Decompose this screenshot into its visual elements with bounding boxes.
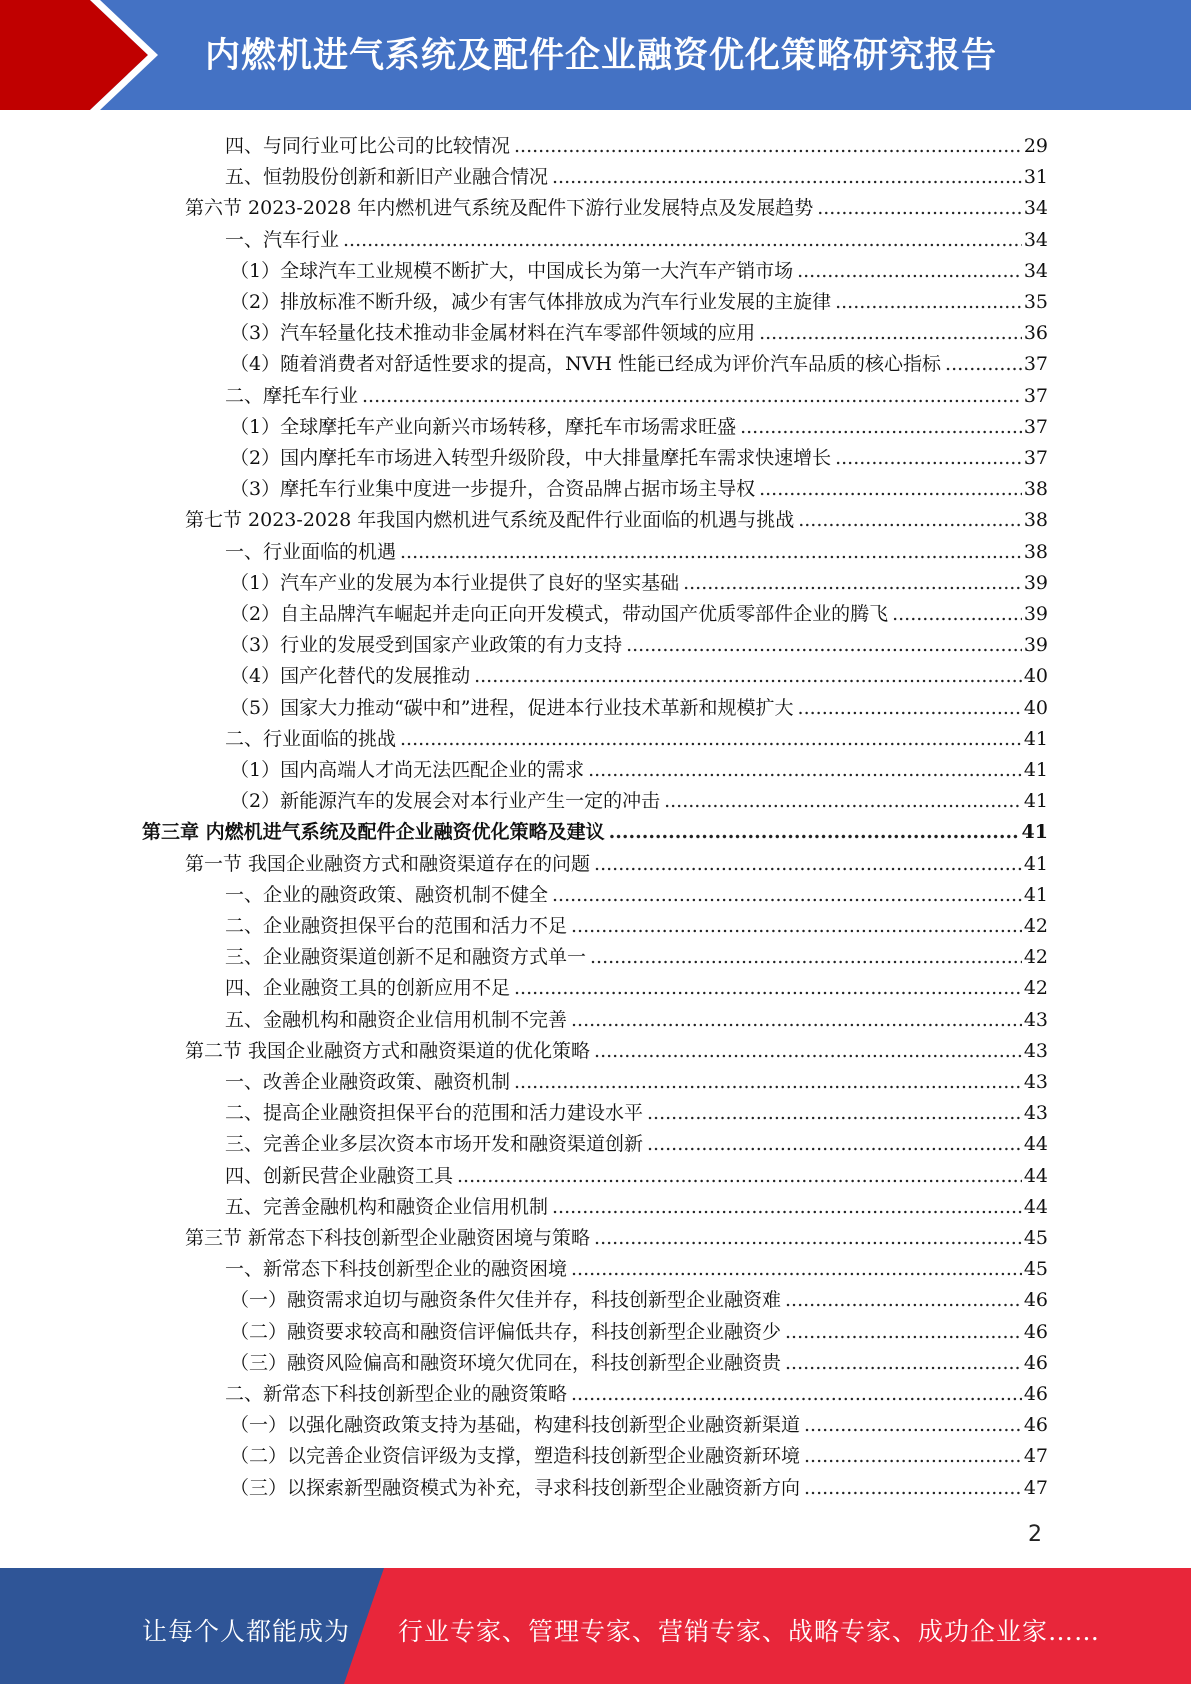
toc-entry[interactable] (230, 252, 1048, 283)
toc-leader-dots (594, 852, 1022, 876)
toc-leader-dots (817, 196, 1022, 220)
toc-entry[interactable] (230, 1406, 1048, 1437)
toc-entry-page: 39 (1023, 571, 1048, 594)
toc-entry-title: 一、行业面临的机遇 (225, 540, 397, 563)
toc-entry-title: （三）融资风险偏高和融资环境欠优同在，科技创新型企业融资贵 (230, 1351, 782, 1374)
toc-entry[interactable] (225, 158, 1048, 189)
toc-leader-dots (804, 1444, 1022, 1468)
toc-leader-dots (785, 1351, 1022, 1375)
toc-entry[interactable] (230, 751, 1048, 782)
toc-entry-title: 二、新常态下科技创新型企业的融资策略 (225, 1383, 568, 1405)
toc-entry-title: 一、汽车行业 (225, 228, 340, 251)
toc-entry[interactable] (230, 782, 1048, 813)
toc-entry-page: 31 (1023, 166, 1048, 189)
toc-entry-title: 五、完善金融机构和融资企业信用机制 (225, 1195, 549, 1218)
toc-entry-page: 44 (1023, 1164, 1048, 1187)
toc-leader-dots (552, 883, 1022, 907)
toc-entry-title: （4）随着消费者对舒适性要求的提高，NVH 性能已经成为评价汽车品质的核心指标 (230, 353, 942, 376)
toc-entry-page: 43 (1023, 1071, 1048, 1093)
toc-entry[interactable] (225, 1063, 1048, 1094)
toc-leader-dots (514, 1070, 1022, 1094)
toc-entry-title: 一、企业的融资政策、融资机制不健全 (225, 883, 549, 906)
toc-entry-title: （三）以探索新型融资模式为补充，寻求科技创新型企业融资新方向 (230, 1476, 801, 1499)
toc-leader-dots (647, 1101, 1022, 1125)
toc-entry[interactable] (230, 283, 1048, 314)
toc-entry[interactable] (225, 907, 1048, 938)
toc-entry-page: 37 (1023, 353, 1048, 376)
toc-leader-dots (552, 165, 1022, 189)
toc-leader-dots (571, 914, 1022, 938)
toc-entry-title: （3）行业的发展受到国家产业政策的有力支持 (230, 634, 623, 657)
toc-entry-title: 二、摩托车行业 (225, 384, 359, 407)
toc-entry[interactable] (230, 1281, 1048, 1312)
toc-entry[interactable] (230, 1313, 1048, 1344)
toc-entry-title: （5）国家大力推动“碳中和”进程，促进本行业技术革新和规模扩大 (230, 696, 794, 719)
toc-entry-page: 41 (1023, 852, 1048, 875)
toc-entry-page: 43 (1023, 1102, 1048, 1125)
toc-entry[interactable] (185, 501, 1048, 532)
toc-entry-page: 44 (1023, 1195, 1048, 1218)
toc-entry-title: 四、创新民营企业融资工具 (225, 1164, 454, 1187)
toc-entry-page: 35 (1023, 291, 1048, 313)
toc-entry-page: 29 (1023, 135, 1048, 157)
toc-entry-title: （一）以强化融资政策支持为基础，构建科技创新型企业融资新渠道 (230, 1414, 801, 1437)
toc-entry-page: 43 (1023, 1008, 1048, 1031)
toc-entry-title: （2）国内摩托车市场进入转型升级阶段，中大排量摩托车需求快速增长 (230, 447, 832, 469)
toc-entry-page: 34 (1023, 197, 1048, 220)
toc-leader-dots (514, 976, 1022, 1000)
toc-entry-page: 40 (1023, 696, 1048, 719)
toc-leader-dots (664, 789, 1022, 813)
toc-entry[interactable] (185, 1032, 1048, 1063)
toc-leader-dots (835, 290, 1022, 314)
toc-entry[interactable] (225, 876, 1048, 907)
toc-entry[interactable] (225, 1375, 1048, 1406)
toc-entry[interactable] (230, 626, 1048, 657)
toc-leader-dots (594, 1039, 1022, 1063)
toc-leader-dots (362, 384, 1022, 408)
toc-entry-page: 47 (1023, 1476, 1048, 1499)
toc-leader-dots (474, 664, 1022, 688)
toc-leader-dots (804, 1413, 1022, 1437)
toc-leader-dots (892, 602, 1022, 626)
toc-entry[interactable] (225, 1250, 1048, 1281)
toc-entry[interactable] (225, 1188, 1048, 1219)
toc-entry-title: 三、企业融资渠道创新不足和融资方式单一 (225, 946, 587, 969)
toc-leader-dots (588, 758, 1022, 782)
toc-entry[interactable] (185, 189, 1048, 220)
toc-entry-page: 44 (1023, 1133, 1048, 1156)
toc-leader-dots (785, 1288, 1022, 1312)
toc-entry-title: （1）国内高端人才尚无法匹配企业的需求 (230, 759, 585, 781)
toc-entry-title: 一、改善企业融资政策、融资机制 (225, 1071, 511, 1093)
toc-entry-page: 43 (1023, 1039, 1048, 1062)
toc-leader-dots (740, 415, 1022, 439)
toc-entry[interactable] (230, 657, 1048, 688)
toc-entry-title: 第一节 我国企业融资方式和融资渠道存在的问题 (185, 852, 591, 875)
toc-entry[interactable] (230, 1344, 1048, 1375)
toc-entry-page: 38 (1023, 509, 1048, 532)
toc-entry-page: 41 (1023, 790, 1048, 813)
toc-entry[interactable] (225, 720, 1048, 751)
toc-entry-page: 41 (1023, 883, 1048, 906)
toc-leader-dots (798, 696, 1022, 720)
toc-entry-page: 46 (1023, 1289, 1048, 1312)
toc-entry-page: 41 (1023, 759, 1048, 781)
toc-entry-title: 二、企业融资担保平台的范围和活力不足 (225, 915, 568, 937)
toc-entry-title: 二、行业面临的挑战 (225, 727, 397, 750)
toc-entry-page: 37 (1023, 384, 1048, 407)
toc-entry-title: 四、与同行业可比公司的比较情况 (225, 135, 511, 157)
toc-entry-title: 第二节 我国企业融资方式和融资渠道的优化策略 (185, 1039, 591, 1062)
toc-entry[interactable] (230, 689, 1048, 720)
toc-entry-title: （1）全球摩托车产业向新兴市场转移，摩托车市场需求旺盛 (230, 415, 737, 438)
toc-entry-title: 三、完善企业多层次资本市场开发和融资渠道创新 (225, 1133, 644, 1156)
toc-entry[interactable] (225, 377, 1048, 408)
toc-leader-dots (571, 1382, 1022, 1406)
toc-leader-dots (945, 352, 1022, 376)
toc-entry-title: （3）摩托车行业集中度进一步提升，合资品牌占据市场主导权 (230, 478, 756, 501)
toc-entry-page: 45 (1023, 1227, 1048, 1249)
toc-entry-page: 41 (1021, 821, 1048, 844)
toc-entry-title: 四、企业融资工具的创新应用不足 (225, 977, 511, 1000)
toc-entry-page: 45 (1023, 1258, 1048, 1281)
toc-entry-title: （1）全球汽车工业规模不断扩大，中国成长为第一大汽车产销市场 (230, 259, 794, 282)
toc-entry-title: 二、提高企业融资担保平台的范围和活力建设水平 (225, 1102, 644, 1125)
toc-entry[interactable] (225, 969, 1048, 1000)
toc-entry[interactable] (225, 1125, 1048, 1156)
toc-entry-page: 34 (1023, 259, 1048, 282)
toc-entry[interactable] (230, 470, 1048, 501)
toc-entry[interactable] (185, 845, 1048, 876)
toc-entry-page: 39 (1023, 634, 1048, 657)
toc-entry[interactable] (185, 1219, 1048, 1250)
toc-entry[interactable] (230, 1437, 1048, 1468)
toc-entry[interactable] (230, 408, 1048, 439)
toc-leader-dots (400, 540, 1022, 564)
toc-entry-title: （2）自主品牌汽车崛起并走向正向开发模式，带动国产优质零部件企业的腾飞 (230, 603, 889, 625)
toc-entry[interactable] (225, 938, 1048, 969)
footer-slogan-right: 行业专家、管理专家、营销专家、战略专家、成功企业家…… (398, 1617, 1101, 1646)
toc-entry-page: 34 (1023, 228, 1048, 251)
footer-slogan-left: 让每个人都能成为 (142, 1617, 351, 1646)
toc-entry-page: 37 (1023, 447, 1048, 469)
toc-entry-title: 一、新常态下科技创新型企业的融资困境 (225, 1258, 568, 1281)
toc-entry-page: 46 (1023, 1351, 1048, 1374)
toc-entry-page: 38 (1023, 540, 1048, 563)
toc-entry-title: 五、恒勃股份创新和新旧产业融合情况 (225, 166, 549, 189)
toc-entry-title: 第六节 2023-2028 年内燃机进气系统及配件下游行业发展特点及发展趋势 (185, 197, 814, 220)
report-title: 内燃机进气系统及配件企业融资优化策略研究报告 (205, 36, 998, 76)
toc-entry[interactable] (230, 314, 1048, 345)
toc-entry-page: 47 (1023, 1445, 1048, 1468)
toc-leader-dots (594, 1226, 1022, 1250)
toc-leader-dots (798, 508, 1022, 532)
toc-entry[interactable] (142, 813, 1048, 844)
page-header (0, 0, 1191, 110)
toc-entry-page: 46 (1023, 1320, 1048, 1343)
toc-entry-title: （1）汽车产业的发展为本行业提供了良好的坚实基础 (230, 571, 680, 594)
toc-leader-dots (626, 633, 1022, 657)
toc-entry-title: 第七节 2023-2028 年我国内燃机进气系统及配件行业面临的机遇与挑战 (185, 509, 795, 532)
toc-leader-dots (683, 571, 1022, 595)
toc-entry-title: （2）新能源汽车的发展会对本行业产生一定的冲击 (230, 790, 661, 813)
toc-entry[interactable] (225, 533, 1048, 564)
toc-entry-title: （4）国产化替代的发展推动 (230, 665, 471, 688)
toc-leader-dots (514, 134, 1022, 158)
toc-leader-dots (571, 1008, 1022, 1032)
toc-entry-page: 42 (1023, 946, 1048, 969)
toc-leader-dots (797, 259, 1022, 283)
page-footer (0, 1568, 1191, 1684)
toc-entry-title: （一）融资需求迫切与融资条件欠佳并存，科技创新型企业融资难 (230, 1289, 782, 1312)
toc-entry-page: 41 (1023, 727, 1048, 750)
toc-entry-page: 39 (1023, 603, 1048, 625)
toc-entry[interactable] (225, 127, 1048, 158)
toc-entry-page: 46 (1023, 1414, 1048, 1437)
toc-entry-page: 42 (1023, 915, 1048, 937)
toc-entry[interactable] (225, 221, 1048, 252)
toc-leader-dots (400, 727, 1022, 751)
toc-leader-dots (647, 1132, 1022, 1156)
toc-entry-title: 第三章 内燃机进气系统及配件企业融资优化策略及建议 (142, 821, 605, 844)
toc-entry-title: （二）融资要求较高和融资信评偏低共存，科技创新型企业融资少 (230, 1320, 782, 1343)
toc-entry-page: 37 (1023, 415, 1048, 438)
toc-leader-dots (759, 477, 1022, 501)
toc-entry-title: 第三节 新常态下科技创新型企业融资困境与策略 (185, 1227, 591, 1249)
toc-leader-dots (457, 1164, 1022, 1188)
toc-entry-page: 38 (1023, 478, 1048, 501)
toc-entry[interactable] (225, 1157, 1048, 1188)
toc-entry-title: 五、金融机构和融资企业信用机制不完善 (225, 1008, 568, 1031)
toc-leader-dots (804, 1476, 1022, 1500)
toc-entry[interactable] (225, 1094, 1048, 1125)
toc-entry[interactable] (230, 1469, 1048, 1500)
toc-entry-page: 46 (1023, 1383, 1048, 1405)
toc-entry-page: 40 (1023, 665, 1048, 688)
toc-leader-dots (590, 945, 1022, 969)
toc-entry[interactable] (230, 564, 1048, 595)
page-number: 2 (1028, 1522, 1042, 1547)
toc-entry[interactable] (230, 439, 1048, 470)
toc-leader-dots (571, 1257, 1022, 1281)
toc-entry-page: 36 (1023, 322, 1048, 345)
toc-leader-dots (785, 1320, 1022, 1344)
toc-entry-title: （2）排放标准不断升级，减少有害气体排放成为汽车行业发展的主旋律 (230, 291, 832, 313)
toc-entry[interactable] (230, 595, 1048, 626)
toc-leader-dots (835, 446, 1022, 470)
toc-entry[interactable] (225, 1001, 1048, 1032)
toc-entry-title: （3）汽车轻量化技术推动非金属材料在汽车零部件领域的应用 (230, 322, 756, 345)
toc-entry-title: （二）以完善企业资信评级为支撑，塑造科技创新型企业融资新环境 (230, 1445, 801, 1468)
toc-entry[interactable] (230, 345, 1048, 376)
toc-leader-dots (759, 321, 1022, 345)
toc-leader-dots (609, 820, 1020, 844)
toc-leader-dots (343, 228, 1022, 252)
toc-leader-dots (552, 1195, 1022, 1219)
toc-entry-page: 42 (1023, 977, 1048, 1000)
